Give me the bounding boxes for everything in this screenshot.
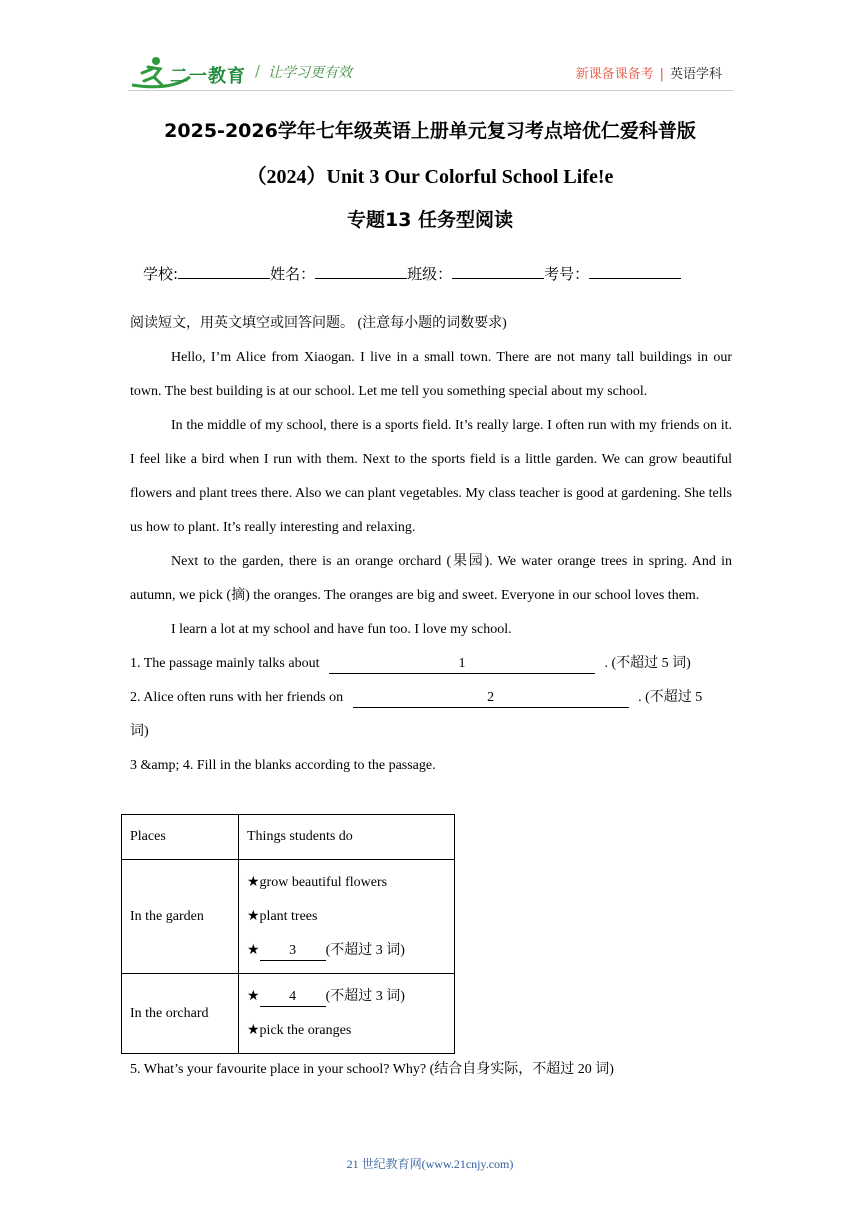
table-header-row — [122, 815, 455, 860]
class-field[interactable] — [452, 263, 544, 279]
star-icon: ★ — [247, 942, 260, 958]
school-field[interactable] — [178, 263, 270, 279]
question-1-text: 1. The passage mainly talks about — [130, 656, 320, 671]
blank-3-limit: (不超过 3 词) — [325, 942, 405, 958]
title-line1: 2025-2026学年七年级英语上册单元复习考点培优仁爱科普版 — [164, 120, 696, 142]
table-header-things: Things students do — [239, 815, 455, 860]
table-cell-orchard-things — [239, 974, 455, 1054]
passage-paragraph-2: In the middle of my school, there is a sports field. It’s really large. I often run with my friends on it. I feel like a bird when I run with them. Next to the sports field is a little garden. We can grow beautiful flowers and plant trees there. Also we can plant vegetables. My class teacher is good at gardening. She tells us how to plant. It’s really interesting and relaxing. — [130, 418, 732, 535]
passage-paragraph-1: Hello, I’m Alice from Xiaogan. I live in a small town. There are not many tall buildings in our town. The best building is at our school. Let me tell you something special about my school. — [130, 350, 732, 399]
question-2-blank[interactable]: 2 — [353, 689, 629, 708]
footer: 21 世纪教育网(www.21cnjy.com) — [346, 1157, 514, 1171]
question-1 — [130, 647, 732, 681]
garden-item-3 — [247, 934, 446, 968]
instruction: 阅读短文，用英文填空或回答问题。 (注意每小题的词数要求) — [130, 316, 507, 331]
table-row-garden — [122, 860, 455, 974]
blank-3[interactable]: 3 — [260, 942, 326, 961]
question-1-limit: . (不超过 5 词) — [604, 656, 691, 671]
title-line2: （2024）Unit 3 Our Colorful School Life!e — [246, 166, 614, 188]
header-right-left: 新课备课备考 — [575, 67, 654, 82]
table-header-places: Places — [122, 815, 239, 860]
header-slash: / — [255, 62, 261, 80]
header-right — [576, 63, 722, 82]
header-divider — [128, 90, 733, 91]
student-info-line — [143, 263, 681, 284]
garden-item-2: ★plant trees — [247, 908, 318, 924]
title-line3: 专题13 任务型阅读 — [346, 209, 514, 231]
header-right-right: 英语学科 — [669, 67, 722, 82]
question-5: 5. What’s your favourite place in your school? Why? (结合自身实际，不超过 20 词) — [130, 1062, 614, 1077]
school-label: 学校: — [143, 265, 179, 283]
number-label: 考号： — [544, 265, 590, 283]
orchard-item-1 — [247, 980, 446, 1014]
question-2-text: 2. Alice often runs with her friends on — [130, 690, 344, 705]
table-cell-orchard: In the orchard — [122, 974, 239, 1054]
name-label: 姓名： — [270, 265, 316, 283]
passage-paragraph-3: Next to the garden, there is an orange orchard (果园). We water orange trees in spring. And in autumn, we pick (摘) the oranges. The oranges are big and sweet. Everyone in our school loves them. — [130, 554, 732, 603]
question-2-limit: . (不超过 5 — [638, 690, 703, 705]
table-row-orchard — [122, 974, 455, 1054]
name-field[interactable] — [315, 263, 407, 279]
document-body — [130, 307, 732, 783]
garden-item-1: ★grow beautiful flowers — [247, 874, 388, 890]
header-slogan: 让学习更有效 — [268, 65, 352, 81]
number-field[interactable] — [589, 263, 681, 279]
table-cell-garden: In the garden — [122, 860, 239, 974]
passage-paragraph-4: I learn a lot at my school and have fun too. I love my school. — [171, 622, 512, 637]
header-right-sep: | — [659, 67, 664, 82]
blank-4[interactable]: 4 — [260, 988, 326, 1007]
orchard-item-2: ★pick the oranges — [247, 1022, 352, 1038]
fill-in-table — [121, 814, 455, 1054]
table-cell-garden-things — [239, 860, 455, 974]
class-label: 班级： — [407, 265, 453, 283]
star-icon: ★ — [247, 988, 260, 1004]
question-1-blank[interactable]: 1 — [329, 655, 595, 674]
blank-4-limit: (不超过 3 词) — [325, 988, 405, 1004]
question-2 — [130, 681, 732, 715]
question-2-limit-cont: 词) — [130, 724, 149, 739]
logo-text: 二一教育 — [170, 66, 246, 87]
question-3-4: 3 &amp; 4. Fill in the blanks according to the passage. — [130, 758, 436, 773]
